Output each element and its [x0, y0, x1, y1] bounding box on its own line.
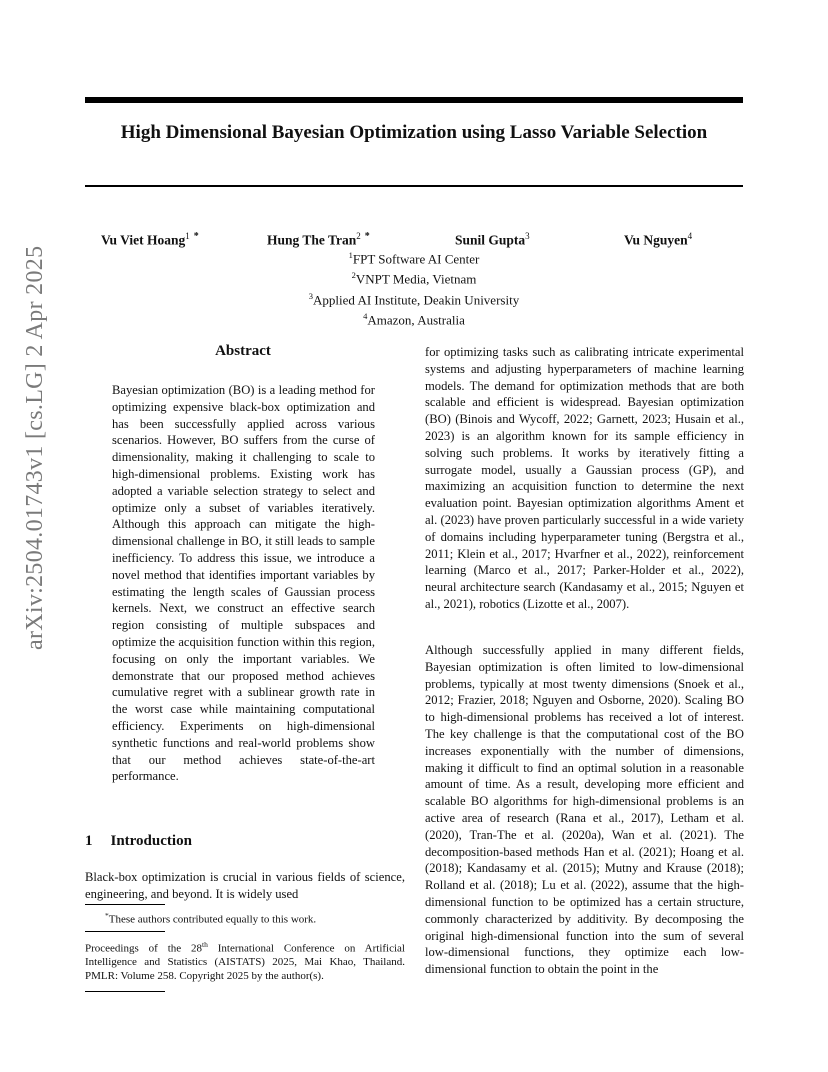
- author-2: [267, 231, 370, 249]
- paper-title: High Dimensional Bayesian Optimization using Lasso Variable Selection: [120, 122, 708, 143]
- title-rule-bottom: [85, 185, 743, 187]
- affiliation-list: [0, 247, 828, 328]
- section-title: Introduction: [110, 833, 192, 849]
- footnote-mark: *: [105, 911, 109, 920]
- author-name: Vu Viet Hoang: [101, 232, 186, 248]
- footnote-rule: [85, 991, 165, 992]
- abstract-body: Bayesian optimization (BO) is a leading method for optimizing expensive black-box optimization and has been successfully applied across various scenarios. However, BO suffers from the curse of dimensionality, making it challenging to scale to high-dimensional problems. Existing work has adopted a variable selection strategy to select and optimize only a subset of variables iteratively. Although this approach can mitigate the high-dimensional challenge in BO, it still leads to sample inefficiency. To address this issue, we introduce a novel method that identifies important variables by estimating the length scales of Gaussian process kernels. Next, we construct an effective search region consisting of multiple subspaces and optimize the acquisition function within this region, focusing on only the important variables. We demonstrate that our proposed method achieves cumulative regret with a sublinear growth rate in the worst case while maintaining computational efficiency. Experiments on high-dimensional synthetic functions and real-world problems show that our method achieves state-of-the-art performance.: [112, 383, 375, 784]
- affiliation: $^2$VNPT Media, Vietnam: [351, 270, 477, 287]
- affiliation: $^3$Applied AI Institute, Deakin University: [308, 290, 520, 307]
- author-4: [624, 231, 692, 249]
- proceedings-note: Proceedings of the 28th International Conference on Artificial Intelligence and Statistics (AISTATS) 2025, Mai Khao, Thailand. PMLR: Volume 258. Copyright 2025 by the author(s).: [85, 940, 405, 982]
- author-affil-sup: 2: [356, 231, 361, 241]
- author-affil-sup: 1: [185, 231, 190, 241]
- title-rule-top: [85, 97, 743, 103]
- abstract-heading: Abstract: [215, 343, 271, 359]
- footnote-rule: [85, 904, 165, 905]
- footnote-equal-contribution: *These authors contributed equally to this work.: [105, 911, 317, 926]
- intro-paragraph-right-1: for optimizing tasks such as calibrating intricate experimental systems and adjusting hyperparameters of machine learning models. The demand for optimization methods that are both scalable and efficient is widespread. Bayesian optimization (BO) (Binois and Wycoff, 2022; Garnett, 2023; Husain et al., 2023) is an algorithm known for its sample efficiency in solving such problems. It works by iteratively fitting a surrogate model, usually a Gaussian process (GP), and maximizing an acquisition function to determine the next evaluation point. Bayesian optimization algorithms Ament et al. (2023) have proven particularly successful in a wide variety of domains including hyperparameter tuning (Bergstra et al., 2011; Klein et al., 2017; Hvarfner et al., 2022), reinforcement learning (Marco et al., 2017; Parker-Holder et al., 2022), neural architecture search (Kandasamy et al., 2015; Nguyen et al., 2021), robotics (Lizotte et al., 2007).: [425, 345, 744, 611]
- equal-contribution-mark: *: [364, 231, 370, 242]
- intro-paragraph-left: Black-box optimization is crucial in various fields of science, engineering, and beyond. It is widely used: [85, 870, 405, 901]
- affiliation: $^1$FPT Software AI Center: [348, 250, 480, 267]
- author-name: Hung The Tran: [267, 232, 357, 248]
- author-name: Sunil Gupta: [455, 232, 526, 248]
- equal-contribution-mark: *: [193, 231, 199, 242]
- affiliation: $^4$Amazon, Australia: [363, 310, 465, 328]
- intro-paragraph-right-2: Although successfully applied in many different fields, Bayesian optimization is often limited to low-dimensional problems, typically at most twenty dimensions (Snoek et al., 2012; Frazier, 2018; Nguyen and Osborne, 2020). Scaling BO to high-dimensional problems has received a lot of interest. The key challenge is that the computational cost of the BO increases exponentially with the number of dimensions, making it difficult to find an optimal solution in a reasonable amount of time. As a result, developing more efficient and scalable BO algorithms for high-dimensional problems is an active area of research (Rana et al., 2017), Letham et al. (2020), Tran-The et al. (2020a), Wan et al. (2021). The decomposition-based methods Han et al. (2021); Hoang et al. (2018); Kandasamy et al. (2015); Mutny and Krause (2018); Rolland et al. (2018); Lu et al. (2022), assume that the high-dimensional function to be optimized has a certain structure, commonly characterized by additivity. By decomposing the original high-dimensional function into the sum of several low-dimensional functions, they optimize each low-dimensional function to obtain the point in the: [425, 643, 744, 977]
- author-1: [101, 231, 199, 249]
- footnote-rule: [85, 931, 165, 932]
- section-number: 1: [85, 833, 93, 849]
- author-affil-sup: 4: [687, 231, 693, 241]
- author-affil-sup: 3: [525, 231, 530, 241]
- arxiv-id: arXiv:2504.01743v1 [cs.LG] 2 Apr 2025: [22, 245, 48, 650]
- author-3: [455, 231, 530, 249]
- section-heading-introduction: [85, 833, 192, 850]
- arxiv-stamp: [22, 245, 52, 650]
- author-name: Vu Nguyen: [624, 232, 688, 248]
